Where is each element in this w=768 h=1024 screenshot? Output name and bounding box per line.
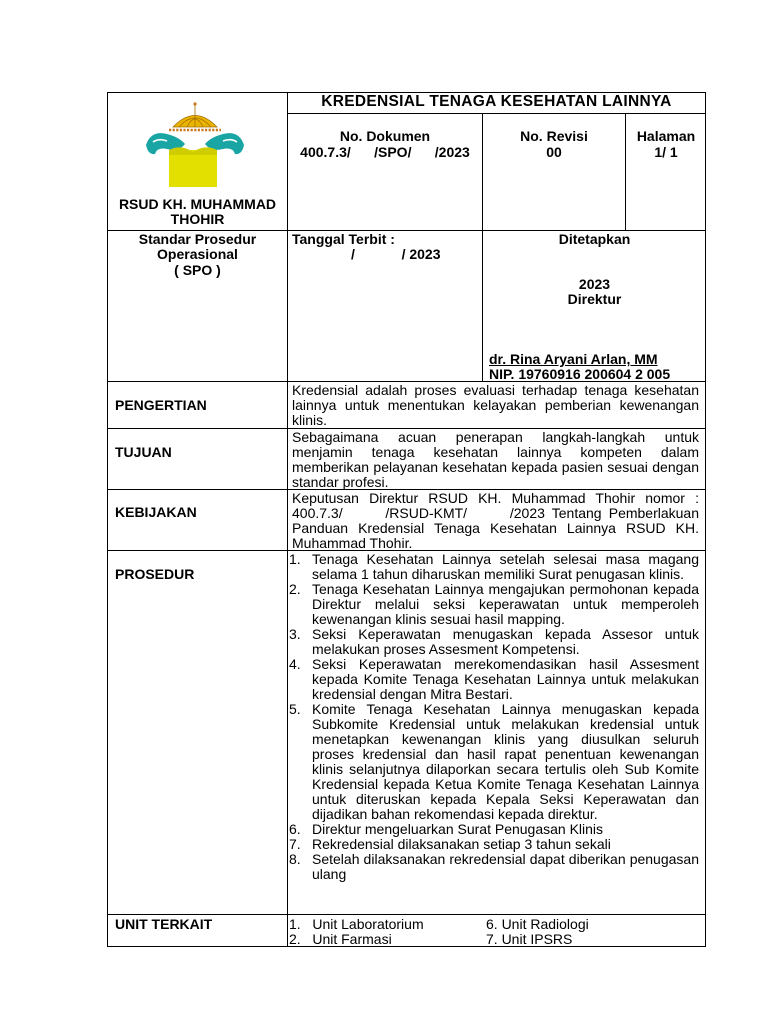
spo-line-2: Operasional	[157, 246, 238, 262]
prosedur-item-text: Direktur mengeluarkan Surat Penugasan Klinis	[312, 821, 604, 837]
prosedur-item-number: 2.	[289, 581, 301, 597]
prosedur-item	[289, 552, 699, 582]
prosedur-item	[289, 582, 699, 627]
prosedur-item-text: Setelah dilaksanakan rekredensial dapat diberikan penugasan ulang	[312, 851, 699, 882]
prosedur-item-text: Seksi Keperawatan menugaskan kepada Assesor untuk melakukan proses Assesment Kompetensi.	[312, 626, 699, 657]
prosedur-item	[289, 852, 699, 882]
divider-under-title	[287, 113, 706, 114]
prosedur-item-number: 3.	[289, 626, 301, 642]
unit-right: 7. Unit IPSRS	[486, 931, 573, 947]
document-number-value: 400.7.3/ /SPO/ /2023	[300, 144, 470, 160]
prosedur-item-text: Seksi Keperawatan merekomendasikan hasil Assesment kepada Komite Tenaga Kesehatan Lainnya untuk melakukan kredensial dengan Mitra Bestari.	[312, 656, 699, 702]
prosedur-item	[289, 837, 699, 852]
page-label: Halaman	[636, 128, 696, 144]
hospital-name: RSUD KH. MUHAMMAD THOHIR	[118, 196, 277, 227]
unit-terkait-label: UNIT TERKAIT	[115, 916, 213, 932]
pengertian-text: Kredensial adalah proses evaluasi terhadap tenaga kesehatan lainnya untuk menentukan kelayakan pemberian kewenangan klinis.	[292, 382, 699, 428]
signer-name: dr. Rina Aryani Arlan, MM	[489, 351, 658, 367]
unit-terkait-list	[289, 917, 699, 947]
prosedur-item-text: Tenaga Kesehatan Lainnya setelah selesai masa magang selama 1 tahun diharuskan memiliki Surat penugasan klinis.	[312, 551, 699, 582]
ditetapkan-label: Ditetapkan	[558, 231, 631, 247]
unit-row	[289, 932, 699, 947]
prosedur-item-number: 6.	[289, 821, 301, 837]
document-number-label: No. Dokumen	[339, 128, 431, 144]
revision-label: No. Revisi	[520, 128, 588, 144]
prosedur-item	[289, 657, 699, 702]
signer-nip: NIP. 19760916 200604 2 005	[489, 366, 671, 382]
prosedur-item	[289, 822, 699, 837]
unit-row	[289, 917, 699, 932]
spo-line-1: Standar Prosedur	[138, 231, 257, 247]
hospital-logo-icon	[145, 100, 245, 190]
prosedur-label: PROSEDUR	[115, 566, 195, 582]
kebijakan-text: Keputusan Direktur RSUD KH. Muhammad Thohir nomor : 400.7.3/ /RSUD-KMT/ /2023 Tentang Pemberlakuan Panduan Kredensial Tenaga Kesehatan Lainnya RSUD KH. Muhammad Thohir.	[292, 490, 703, 551]
spo-line-3: ( SPO )	[174, 262, 221, 278]
unit-left: 1. Unit Laboratorium	[289, 916, 424, 932]
prosedur-item-text: Rekredensial dilaksanakan setiap 3 tahun sekali	[312, 836, 611, 852]
kebijakan-label: KEBIJAKAN	[115, 504, 197, 520]
prosedur-list	[289, 552, 699, 882]
prosedur-item-number: 5.	[289, 701, 301, 717]
ditetapkan-position: Direktur	[567, 291, 622, 307]
tujuan-label: TUJUAN	[115, 444, 172, 460]
prosedur-item-number: 8.	[289, 851, 301, 867]
prosedur-item-number: 4.	[289, 656, 301, 672]
page-value: 1/ 1	[654, 144, 678, 160]
prosedur-item	[289, 702, 699, 822]
revision-value: 00	[546, 144, 562, 160]
issue-date-label: Tanggal Terbit :	[292, 231, 395, 247]
pengertian-label: PENGERTIAN	[115, 397, 207, 413]
unit-right: 6. Unit Radiologi	[486, 916, 589, 932]
prosedur-item-text: Komite Tenaga Kesehatan Lainnya menugaskan kepada Subkomite Kredensial untuk melakukan kredensial untuk menetapkan kewenangan klinis yang diusulkan seluruh proses kredensial dan hasil rapat penentuan kewenangan klinis selanjutnya dilaporkan secara tertulis oleh Sub Komite Kredensial kepada Ketua Komite Tenaga Kesehatan Lainnya untuk diteruskan kepada Kepala Seksi Keperawatan dan dijadikan bahan rekomendasi kepada direktur.	[312, 701, 699, 822]
ditetapkan-year: 2023	[578, 276, 611, 292]
prosedur-item-number: 7.	[289, 836, 301, 852]
unit-left: 2. Unit Farmasi	[289, 931, 392, 947]
prosedur-item	[289, 627, 699, 657]
issue-date-value: / / 2023	[351, 246, 441, 262]
document-title: KREDENSIAL TENAGA KESEHATAN LAINNYA	[321, 93, 672, 110]
prosedur-item-text: Tenaga Kesehatan Lainnya mengajukan permohonan kepada Direktur melalui seksi keperawatan untuk memperoleh kewenangan klinis sesuai hasil mapping.	[312, 581, 699, 627]
prosedur-item-number: 1.	[289, 551, 301, 567]
tujuan-text: Sebagaimana acuan penerapan langkah-langkah untuk menjamin tenaga kesehatan lainnya kompeten dalam memberikan pelayanan kesehatan kepada pasien sesuai dengan standar profesi.	[292, 429, 699, 490]
